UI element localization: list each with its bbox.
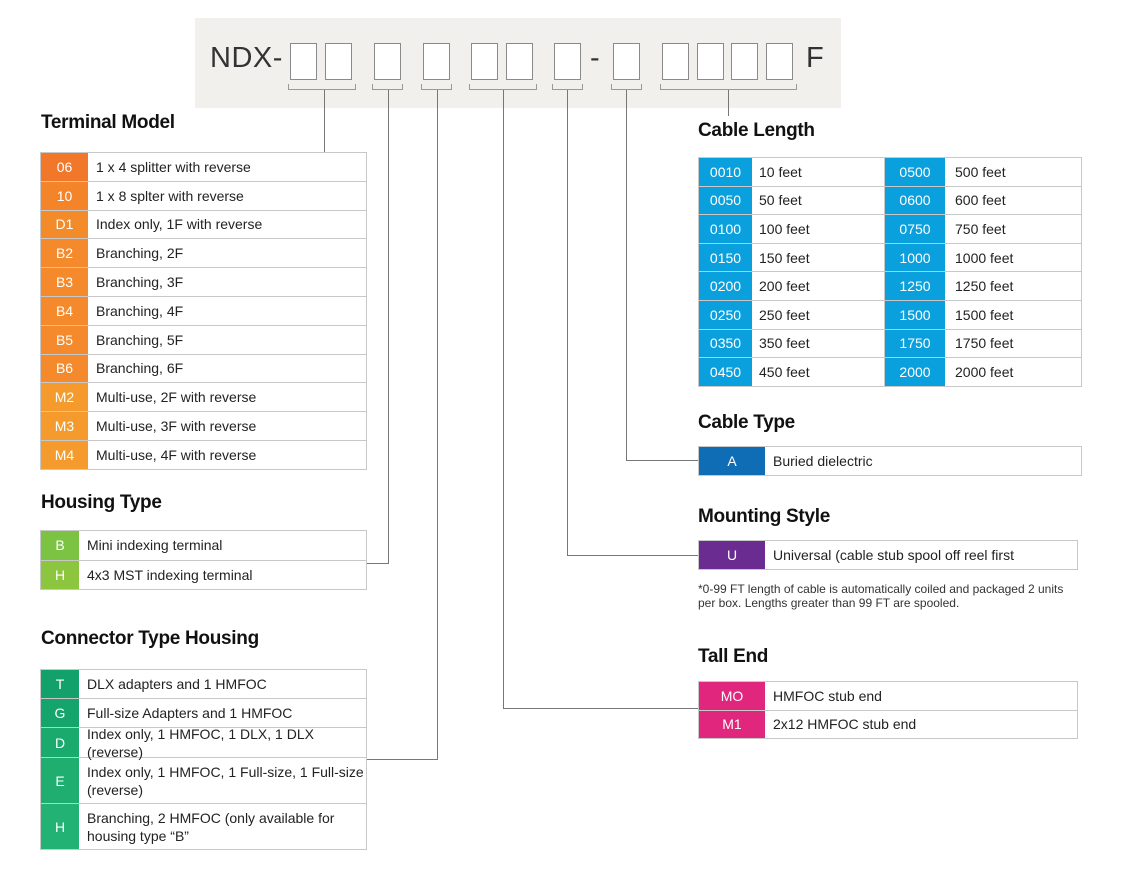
connector-line-length bbox=[728, 90, 729, 116]
cable-length-row bbox=[699, 244, 1081, 273]
cable-length-description: 50 feet bbox=[752, 187, 885, 215]
part-number-dash: - bbox=[590, 42, 600, 74]
connector-line-cable-type-h bbox=[626, 460, 698, 461]
cable-length-row bbox=[699, 301, 1081, 330]
cable-length-description: 600 feet bbox=[955, 192, 1006, 209]
code-box-terminal-1 bbox=[290, 43, 317, 80]
terminal-model-row bbox=[41, 412, 366, 441]
mounting-style-code: U bbox=[699, 541, 765, 569]
cable-length-row bbox=[699, 330, 1081, 359]
cable-length-row bbox=[699, 272, 1081, 301]
connector-type-table bbox=[40, 669, 367, 850]
cable-length-code: 0450 bbox=[699, 358, 752, 386]
mounting-style-table bbox=[698, 540, 1078, 570]
terminal-model-row bbox=[41, 239, 366, 268]
cable-length-description: 10 feet bbox=[752, 158, 885, 186]
connector-line-connector-h bbox=[367, 759, 438, 760]
connector-type-title: Connector Type Housing bbox=[41, 628, 259, 649]
cable-length-code: 1250 bbox=[885, 272, 945, 300]
connector-line-connector-v bbox=[437, 90, 438, 759]
terminal-model-row bbox=[41, 326, 366, 355]
cable-length-row bbox=[699, 358, 1081, 387]
connector-type-description: Full-size Adapters and 1 HMFOC bbox=[87, 705, 293, 721]
code-box-tail-2 bbox=[506, 43, 533, 80]
terminal-model-description: 1 x 8 splter with reverse bbox=[96, 187, 244, 204]
cable-length-code: 0010 bbox=[699, 158, 752, 186]
terminal-model-code: B6 bbox=[41, 355, 88, 383]
code-box-mounting bbox=[554, 43, 581, 80]
mounting-style-row bbox=[699, 541, 1077, 570]
terminal-model-row bbox=[41, 153, 366, 182]
part-number-prefix: NDX- bbox=[210, 42, 283, 74]
connector-type-description: DLX adapters and 1 HMFOC bbox=[87, 676, 267, 692]
terminal-model-code: M2 bbox=[41, 383, 88, 411]
cable-length-code: 1750 bbox=[885, 330, 945, 358]
terminal-model-description: Multi-use, 3F with reverse bbox=[96, 418, 257, 435]
tail-end-description: HMFOC stub end bbox=[773, 687, 882, 704]
terminal-model-row bbox=[41, 441, 366, 470]
code-box-terminal-2 bbox=[325, 43, 352, 80]
code-box-connector bbox=[423, 43, 450, 80]
connector-type-code: D bbox=[41, 728, 79, 757]
cable-length-code: 1000 bbox=[885, 244, 945, 272]
cable-length-code: 2000 bbox=[885, 358, 945, 386]
code-box-length-4 bbox=[766, 43, 793, 80]
connector-type-row bbox=[41, 670, 366, 699]
code-box-length-3 bbox=[731, 43, 758, 80]
terminal-model-code: M3 bbox=[41, 412, 88, 440]
connector-line-cable-type-v bbox=[626, 90, 627, 460]
cable-length-row bbox=[699, 158, 1081, 187]
cable-length-description: 2000 feet bbox=[955, 363, 1014, 380]
terminal-model-description: Branching, 5F bbox=[96, 331, 184, 348]
connector-line-terminal bbox=[324, 90, 325, 152]
housing-type-description: 4x3 MST indexing terminal bbox=[87, 566, 253, 583]
terminal-model-code: 06 bbox=[41, 153, 88, 181]
connector-type-description: Index only, 1 HMFOC, 1 Full-size, 1 Full-size (reverse) bbox=[87, 763, 364, 798]
terminal-model-row bbox=[41, 383, 366, 412]
terminal-model-code: M4 bbox=[41, 441, 88, 469]
cable-length-description: 1000 feet bbox=[955, 249, 1014, 266]
terminal-model-code: B3 bbox=[41, 268, 88, 296]
code-box-length-1 bbox=[662, 43, 689, 80]
connector-type-code: H bbox=[41, 804, 79, 849]
connector-type-description: Index only, 1 HMFOC, 1 DLX, 1 DLX (reverse) bbox=[87, 725, 314, 760]
cable-length-description: 750 feet bbox=[955, 220, 1006, 237]
terminal-model-description: Multi-use, 4F with reverse bbox=[96, 446, 257, 463]
cable-length-table bbox=[698, 157, 1082, 387]
cable-length-description: 150 feet bbox=[752, 244, 885, 272]
cable-length-description: 100 feet bbox=[752, 215, 885, 243]
cable-length-description: 200 feet bbox=[752, 272, 885, 300]
tail-end-code: M1 bbox=[699, 711, 765, 739]
part-number-suffix: F bbox=[806, 42, 824, 74]
cable-length-description: 250 feet bbox=[752, 301, 885, 329]
terminal-model-code: B5 bbox=[41, 326, 88, 354]
connector-line-tail-h bbox=[503, 708, 698, 709]
mounting-style-description: Universal (cable stub spool off reel first bbox=[773, 547, 1014, 563]
spooling-note: *0-99 FT length of cable is automatically coiled and packaged 2 units per box. Lengths greater than 99 FT are spooled. bbox=[698, 582, 1064, 610]
cable-length-row bbox=[699, 187, 1081, 216]
tail-end-row bbox=[699, 682, 1077, 711]
cable-length-description: 1750 feet bbox=[955, 335, 1014, 352]
cable-type-table bbox=[698, 446, 1082, 476]
connector-line-mounting-h bbox=[567, 555, 698, 556]
cable-length-description: 500 feet bbox=[955, 163, 1006, 180]
code-box-housing bbox=[374, 43, 401, 80]
cable-length-description: 1250 feet bbox=[955, 278, 1014, 295]
terminal-model-row bbox=[41, 211, 366, 240]
code-box-cable-type bbox=[613, 43, 640, 80]
cable-length-code: 0150 bbox=[699, 244, 752, 272]
bracket-terminal bbox=[288, 84, 356, 90]
connector-type-code: T bbox=[41, 670, 79, 698]
terminal-model-description: Multi-use, 2F with reverse bbox=[96, 389, 257, 406]
cable-length-code: 0200 bbox=[699, 272, 752, 300]
cable-length-code: 0250 bbox=[699, 301, 752, 329]
cable-length-code: 0500 bbox=[885, 158, 945, 186]
terminal-model-row bbox=[41, 297, 366, 326]
cable-length-row bbox=[699, 215, 1081, 244]
connector-type-row bbox=[41, 804, 366, 850]
terminal-model-description: Branching, 2F bbox=[96, 245, 184, 262]
cable-length-code: 1500 bbox=[885, 301, 945, 329]
connector-line-housing-v bbox=[388, 90, 389, 563]
tail-end-table bbox=[698, 681, 1078, 739]
cable-length-code: 0750 bbox=[885, 215, 945, 243]
connector-type-code: G bbox=[41, 699, 79, 727]
terminal-model-code: B4 bbox=[41, 297, 88, 325]
housing-type-row bbox=[41, 531, 366, 561]
tail-end-description: 2x12 HMFOC stub end bbox=[773, 716, 917, 733]
connector-line-tail-v bbox=[503, 90, 504, 708]
tail-end-code: MO bbox=[699, 682, 765, 710]
terminal-model-description: Index only, 1F with reverse bbox=[96, 216, 263, 233]
housing-type-title: Housing Type bbox=[41, 492, 162, 513]
connector-type-row bbox=[41, 758, 366, 804]
cable-length-code: 0600 bbox=[885, 187, 945, 215]
connector-type-row bbox=[41, 725, 366, 760]
terminal-model-table bbox=[40, 152, 367, 470]
connector-type-description: Branching, 2 HMFOC (only available for housing type “B” bbox=[87, 809, 335, 844]
terminal-model-row bbox=[41, 355, 366, 384]
housing-type-description: Mini indexing terminal bbox=[87, 537, 223, 554]
terminal-model-row bbox=[41, 268, 366, 297]
cable-length-description: 1500 feet bbox=[955, 306, 1014, 323]
connector-line-mounting-v bbox=[567, 90, 568, 555]
cable-length-title: Cable Length bbox=[698, 120, 815, 141]
cable-length-code: 0350 bbox=[699, 330, 752, 358]
terminal-model-code: 10 bbox=[41, 182, 88, 210]
terminal-model-description: 1 x 4 splitter with reverse bbox=[96, 158, 251, 175]
terminal-model-row bbox=[41, 182, 366, 211]
housing-type-table bbox=[40, 530, 367, 590]
cable-length-description: 450 feet bbox=[752, 358, 885, 386]
terminal-model-description: Branching, 4F bbox=[96, 302, 184, 319]
housing-type-code: H bbox=[41, 561, 79, 590]
terminal-model-description: Branching, 3F bbox=[96, 274, 184, 291]
connector-line-housing-h bbox=[367, 563, 389, 564]
terminal-model-title: Terminal Model bbox=[41, 112, 175, 133]
cable-length-code: 0100 bbox=[699, 215, 752, 243]
tail-end-row bbox=[699, 711, 1077, 740]
cable-length-description: 350 feet bbox=[752, 330, 885, 358]
terminal-model-description: Branching, 6F bbox=[96, 360, 184, 377]
cable-length-code: 0050 bbox=[699, 187, 752, 215]
mounting-style-title: Mounting Style bbox=[698, 506, 830, 527]
tail-end-title: Tall End bbox=[698, 646, 769, 667]
cable-type-title: Cable Type bbox=[698, 412, 795, 433]
terminal-model-code: D1 bbox=[41, 211, 88, 239]
terminal-model-code: B2 bbox=[41, 239, 88, 267]
cable-type-description: Buried dielectric bbox=[773, 453, 873, 469]
housing-type-code: B bbox=[41, 531, 79, 560]
code-box-tail-1 bbox=[471, 43, 498, 80]
housing-type-row bbox=[41, 561, 366, 591]
connector-type-code: E bbox=[41, 758, 79, 803]
cable-type-code: A bbox=[699, 447, 765, 475]
code-box-length-2 bbox=[697, 43, 724, 80]
cable-type-row bbox=[699, 447, 1081, 476]
